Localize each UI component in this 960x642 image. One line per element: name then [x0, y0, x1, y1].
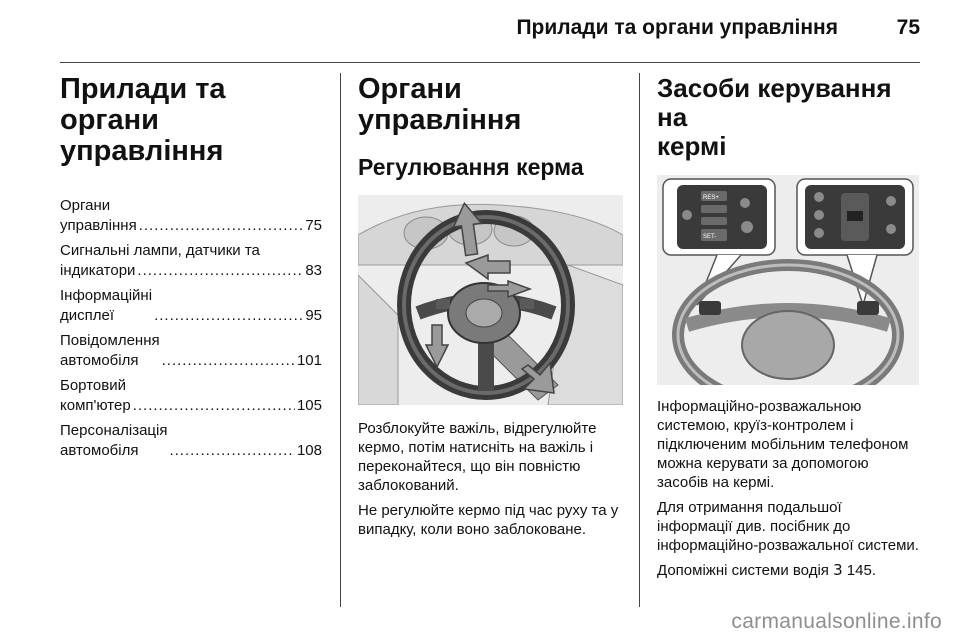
set-button-label: SET- [703, 234, 717, 240]
toc-item[interactable] [60, 241, 322, 281]
column-divider-1 [340, 73, 341, 607]
column-steering-controls [657, 74, 919, 586]
arrow-reference-icon: 3 [833, 561, 843, 579]
toc-item[interactable] [60, 421, 322, 461]
toc-item[interactable] [60, 286, 322, 326]
paragraph: Інформаційно-розважальною системою, круїз-контролем і підключеним мобільним телефоном можна керувати за допомогою засобів на кермі. [657, 398, 909, 491]
paragraph: Не регулюйте кермо під час руху та у випадку, коли воно заблоковане. [358, 502, 619, 538]
toc-label: Сигнальні лампи, датчики та [60, 242, 260, 259]
toc-page: 83 [305, 262, 322, 279]
cross-reference[interactable] [657, 561, 919, 580]
toc-label: Бортовий комп'ютер [60, 377, 131, 414]
toc-item[interactable] [60, 331, 322, 371]
steering-controls-illustration [657, 175, 919, 385]
toc-label: Повідомлення автомобіля [60, 332, 160, 369]
steering-adjustment-figure [358, 195, 623, 405]
chapter-title-line1: Прилади та органи [60, 73, 226, 136]
toc-page: 105 [296, 397, 322, 414]
table-of-contents [60, 196, 322, 461]
column-divider-2 [639, 73, 640, 607]
cross-reference-text: Допоміжні системи водія [657, 562, 829, 579]
page-header [60, 0, 920, 63]
chapter-title [60, 74, 322, 167]
column-controls [358, 74, 623, 545]
toc-leader [154, 306, 303, 326]
paragraph: Розблокуйте важіль, відрегулюйте кермо, потім натисніть на важіль і переконайтеся, що він повністю заблокований. [358, 420, 597, 494]
toc-item[interactable] [60, 196, 322, 236]
column-contents [60, 74, 322, 466]
toc-item[interactable] [60, 376, 322, 416]
page-number: 75 [896, 16, 920, 39]
paragraph: Для отримання подальшої інформації див. посібник до інформаційно-розважальної системи. [657, 499, 919, 554]
toc-label: Органи управління [60, 197, 137, 234]
section-title-line2: кермі [657, 131, 727, 161]
header-title: Прилади та органи управління [516, 16, 838, 39]
cross-reference-page: 145. [846, 562, 876, 579]
section-title [657, 74, 919, 161]
subsection-title: Регулювання керма [358, 154, 584, 180]
toc-label: Інформаційні дисплеї [60, 287, 153, 324]
section-title-line1: Засоби керування на [657, 73, 892, 132]
toc-leader [169, 441, 295, 461]
toc-page: 101 [296, 352, 322, 369]
toc-leader [133, 396, 295, 416]
steering-controls-figure [657, 175, 919, 385]
watermark: carmanualsonline.info [731, 610, 942, 633]
section-title: Органи управління [358, 73, 522, 136]
res-button-label: RES+ [703, 195, 719, 201]
toc-page: 95 [305, 307, 322, 324]
toc-label-continued: індикатори [60, 262, 136, 279]
toc-leader [162, 351, 295, 371]
toc-leader [139, 216, 304, 236]
toc-page: 108 [296, 442, 322, 459]
steering-wheel-illustration [358, 195, 623, 405]
toc-page: 75 [305, 217, 322, 234]
toc-leader [137, 261, 303, 281]
chapter-title-line2: управління [60, 135, 224, 167]
toc-label: Персоналізація автомобіля [60, 422, 168, 459]
